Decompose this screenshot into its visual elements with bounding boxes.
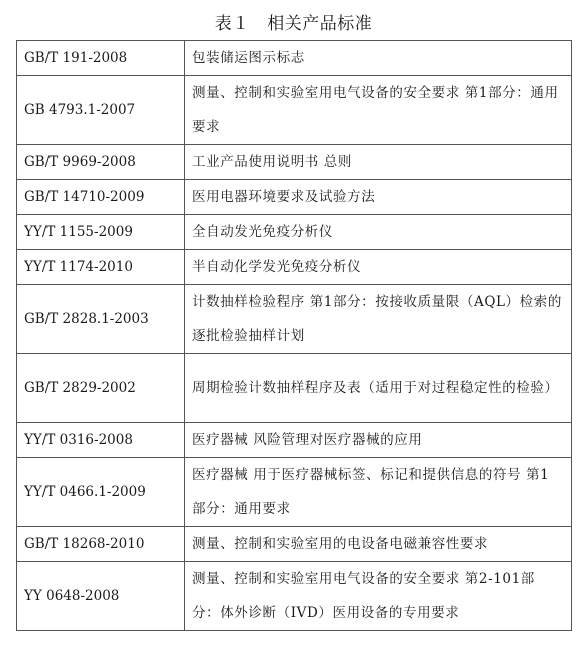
- standard-code: GB/T 9969-2008: [17, 145, 185, 180]
- table-row: [17, 180, 572, 215]
- standard-code: GB 4793.1-2007: [17, 76, 185, 145]
- standard-name: 包装储运图示标志: [185, 41, 572, 76]
- table-row: [17, 145, 572, 180]
- table-row: [17, 215, 572, 250]
- standard-code: YY/T 1155-2009: [17, 215, 185, 250]
- table-title: 表１ 相关产品标准: [214, 14, 373, 34]
- standard-code: GB/T 2828.1-2003: [17, 285, 185, 354]
- table-row: [17, 527, 572, 562]
- table-row: [17, 562, 572, 631]
- table-row: [17, 354, 572, 423]
- standard-code: YY/T 0466.1-2009: [17, 458, 185, 527]
- standard-name: 测量、控制和实验室用的电设备电磁兼容性要求: [185, 527, 572, 562]
- standard-code: GB/T 2829-2002: [17, 354, 185, 423]
- table-row: [17, 423, 572, 458]
- standard-code: GB/T 18268-2010: [17, 527, 185, 562]
- standard-code: YY 0648-2008: [17, 562, 185, 631]
- table-row: [17, 41, 572, 76]
- standard-name: 全自动发光免疫分析仪: [185, 215, 572, 250]
- table-row: [17, 285, 572, 354]
- table-row: [17, 76, 572, 145]
- standard-name: 测量、控制和实验室用电气设备的安全要求 第1部分：通用要求: [185, 76, 572, 145]
- standards-table: [16, 40, 572, 631]
- standard-code: YY/T 0316-2008: [17, 423, 185, 458]
- standard-code: GB/T 191-2008: [17, 41, 185, 76]
- standard-name: 周期检验计数抽样程序及表（适用于对过程稳定性的检验）: [185, 354, 572, 423]
- standard-name: 计数抽样检验程序 第1部分：按接收质量限（AQL）检索的逐批检验抽样计划: [185, 285, 572, 354]
- standard-name: 医疗器械 用于医疗器械标签、标记和提供信息的符号 第1部分：通用要求: [185, 458, 572, 527]
- table-row: [17, 458, 572, 527]
- standard-name: 工业产品使用说明书 总则: [185, 145, 572, 180]
- standard-name: 半自动化学发光免疫分析仪: [185, 250, 572, 285]
- table-row: [17, 250, 572, 285]
- standard-name: 医疗器械 风险管理对医疗器械的应用: [185, 423, 572, 458]
- standard-code: YY/T 1174-2010: [17, 250, 185, 285]
- standard-name: 测量、控制和实验室用电气设备的安全要求 第2-101部分：体外诊断（IVD）医用设备的专用要求: [185, 562, 572, 631]
- standard-code: GB/T 14710-2009: [17, 180, 185, 215]
- standard-name: 医用电器环境要求及试验方法: [185, 180, 572, 215]
